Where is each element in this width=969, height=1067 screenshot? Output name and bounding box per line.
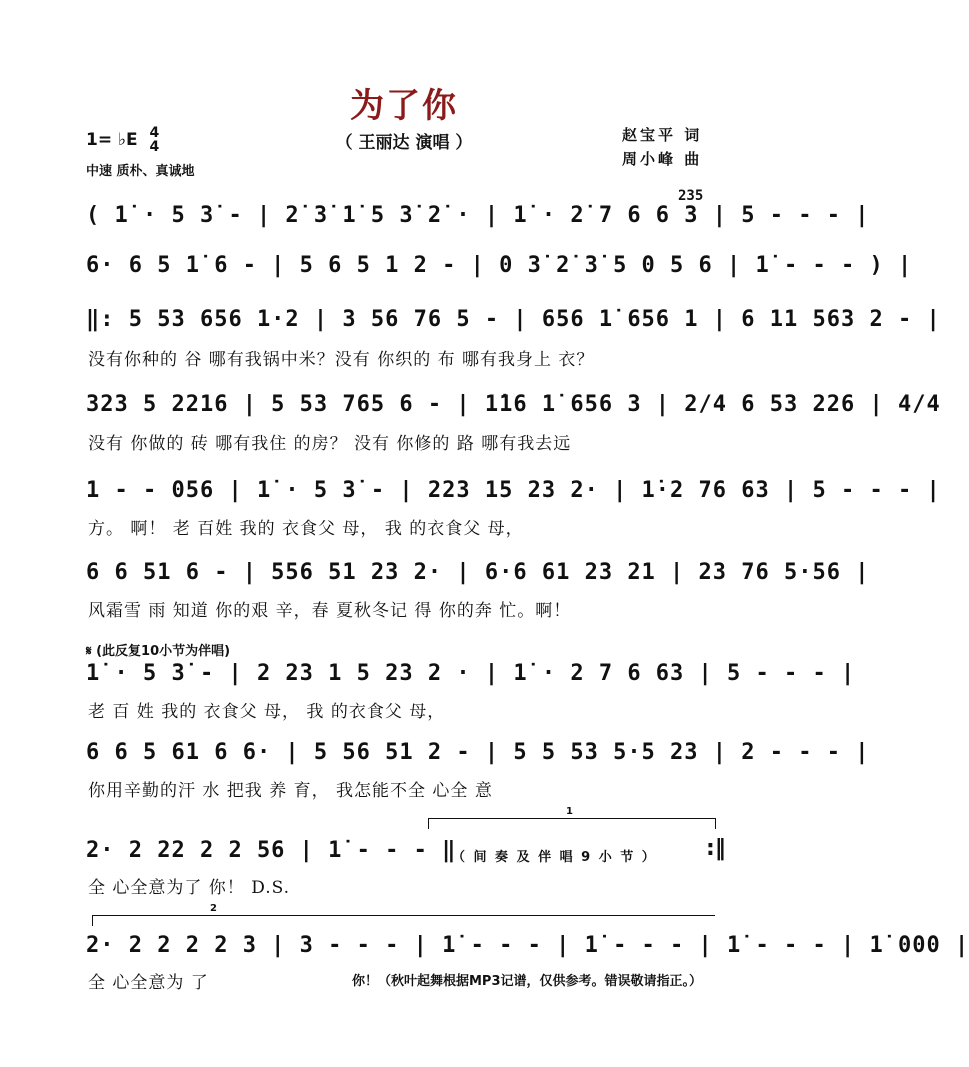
notation-line-8: 6 6 5 61 6 6· | 5 56 51 2 - | 5 5 53 5·5 23 | 2 - - - |	[86, 740, 870, 765]
notation-line-3: ‖: 5 53 656 1·2 | 3 56 76 5 - | 656 1̇ 656 1 | 6 11 563 2 - |	[86, 307, 941, 332]
composer-credit: 周小峰 曲	[622, 150, 703, 168]
repeat-end-barline: :‖	[706, 836, 726, 861]
lyric-line-9: 全 心全意为了 你！ D.S.	[88, 878, 291, 898]
notation-line-5: 1 - - 056 | 1̇ · 5 3̇ - | 223 15 23 2· | 1̇·2 76 63 | 5 - - - |	[86, 478, 941, 503]
notation-line-10: 2· 2 2 2 2 3 | 3 - - - | 1̇ - - - | 1̇ - - - | 1̇ - - - | 1̇ 000 |	[86, 933, 969, 958]
notation-line-7: 1̇ · 5 3̇ - | 2 23 1 5 23 2 · | 1̇ · 2 7 6 63 | 5 - - - |	[86, 661, 856, 686]
volta-bracket-1	[428, 818, 716, 829]
interlude-note: （ 间 奏 及 伴 唱 9 小 节 ）	[452, 850, 657, 865]
tempo-marking: 中速 质朴、真诚地	[86, 164, 195, 179]
notation-line-4: 323 5 2216 | 5 53 765 6 - | 1̇16 1̇ 656 3 | 2/4 6 53 226 | 4/4	[86, 392, 941, 417]
lyricist-credit: 赵宝平 词	[622, 126, 703, 144]
lyric-line-8: 你用辛勤的汗 水 把我 养 育， 我怎能不全 心全 意	[88, 781, 493, 801]
song-title: 为了你	[350, 86, 458, 126]
volta-number-1: 1	[566, 806, 573, 817]
key-label: 1= ♭E	[86, 130, 138, 150]
lyric-line-6: 风霜雪 雨 知道 你的艰 辛，春 夏秋冬记 得 你的奔 忙。啊！	[88, 601, 572, 621]
segno-marker: 𝄋 (此反复10小节为伴唱)	[86, 644, 231, 659]
time-bottom: 4	[149, 139, 160, 155]
notation-line-2: 6· 6 5 1̇ 6 - | 5 6 5 1 2 - | 0 3̇ 2̇ 3̇ 5 0 5 6 | 1̇ - - - ) |	[86, 253, 913, 278]
volta-number-2: 2	[210, 903, 217, 914]
lyric-line-3: 没有你种的 谷 哪有我锅中米？没有 你织的 布 哪有我身上 衣？	[88, 350, 595, 370]
time-signature	[150, 126, 160, 154]
corner-notes: 235	[678, 188, 704, 204]
key-signature	[86, 126, 159, 154]
volta-bracket-2	[92, 915, 715, 926]
lyric-line-4: 没有 你做的 砖 哪有我住 的房？ 没有 你修的 路 哪有我去远	[88, 434, 572, 454]
notation-line-1: ( 1̇ · 5 3̇ - | 2̇ 3̇ 1̇ 5 3̇ 2̇ · | 1̇ · 2̇ 7 6 6 3 | 5 - - - |	[86, 203, 870, 228]
time-top: 4	[149, 125, 160, 141]
lyric-line-5: 方。 啊！ 老 百姓 我的 衣食父 母， 我 的衣食父 母，	[88, 519, 524, 539]
singer-credit: （ 王丽达 演唱 ）	[335, 133, 473, 153]
notation-line-9: 2· 2 22 2 2 56 | 1̇ - - - ‖	[86, 838, 457, 863]
lyric-line-7: 老 百 姓 我的 衣食父 母， 我 的衣食父 母，	[88, 702, 446, 722]
lyric-line-10: 全 心全意为 了	[88, 973, 209, 993]
transcription-note: 你！（秋叶起舞根据MP3记谱，仅供参考。错误敬请指正。）	[352, 974, 703, 989]
notation-line-6: 6 6 51 6 - | 556 51 23 2· | 6·6 61 23 21 | 23 76 5·56 |	[86, 560, 870, 585]
